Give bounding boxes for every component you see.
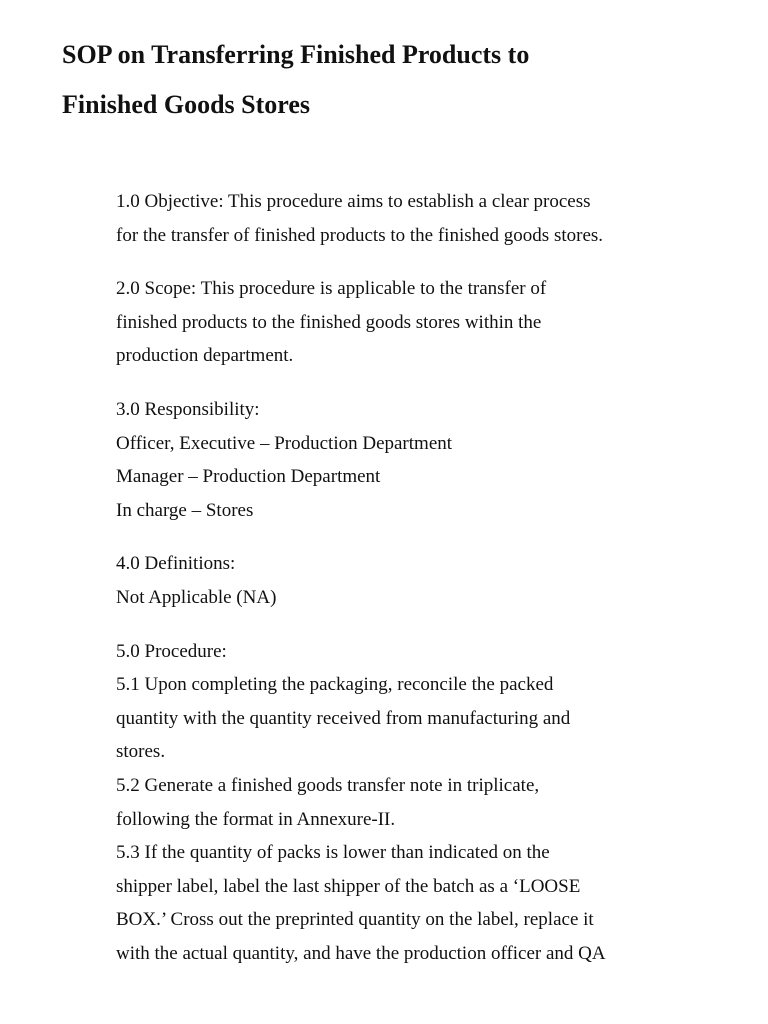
- text-line: for the transfer of finished products to the finished goods stores.: [116, 224, 604, 246]
- text-line: 5.1 Upon completing the packaging, reconcile the packed: [116, 674, 554, 696]
- text-line: Manager – Production Department: [116, 466, 381, 488]
- text-line: 1.0 Objective: This procedure aims to establish a clear process: [116, 191, 591, 212]
- text-line: stores.: [116, 741, 166, 763]
- text-line: In charge – Stores: [116, 499, 254, 521]
- document-title: [62, 30, 742, 130]
- text-line: shipper label, label the last shipper of the batch as a ‘LOOSE: [116, 875, 581, 897]
- section-heading: 4.0 Definitions:: [116, 553, 236, 575]
- text-line: 5.2 Generate a finished goods transfer note in triplicate,: [116, 774, 540, 796]
- section-heading: 3.0 Responsibility:: [116, 398, 260, 420]
- text-line: Officer, Executive – Production Department: [116, 432, 453, 454]
- text-line: 2.0 Scope: This procedure is applicable to the transfer of: [116, 278, 547, 300]
- text-line: following the format in Annexure-II.: [116, 808, 396, 830]
- text-line: 5.3 If the quantity of packs is lower than indicated on the: [116, 842, 550, 864]
- section-heading: 5.0 Procedure:: [116, 640, 227, 662]
- title-line-2: Finished Goods Stores: [62, 90, 311, 119]
- text-line: Not Applicable (NA): [116, 586, 277, 608]
- text-line: quantity with the quantity received from manufacturing and: [116, 707, 571, 729]
- text-line: with the actual quantity, and have the production officer and QA: [116, 942, 606, 964]
- text-line: production department.: [116, 345, 294, 367]
- section-definitions: [116, 547, 756, 614]
- text-line: BOX.’ Cross out the preprinted quantity on the label, replace it: [116, 909, 594, 931]
- section-objective: [116, 185, 756, 252]
- section-procedure: [116, 635, 756, 971]
- section-scope: [116, 272, 756, 373]
- section-responsibility: [116, 393, 756, 527]
- document-body: [116, 185, 756, 970]
- text-line: finished products to the finished goods stores within the: [116, 311, 542, 333]
- title-line-1: SOP on Transferring Finished Products to: [62, 40, 530, 69]
